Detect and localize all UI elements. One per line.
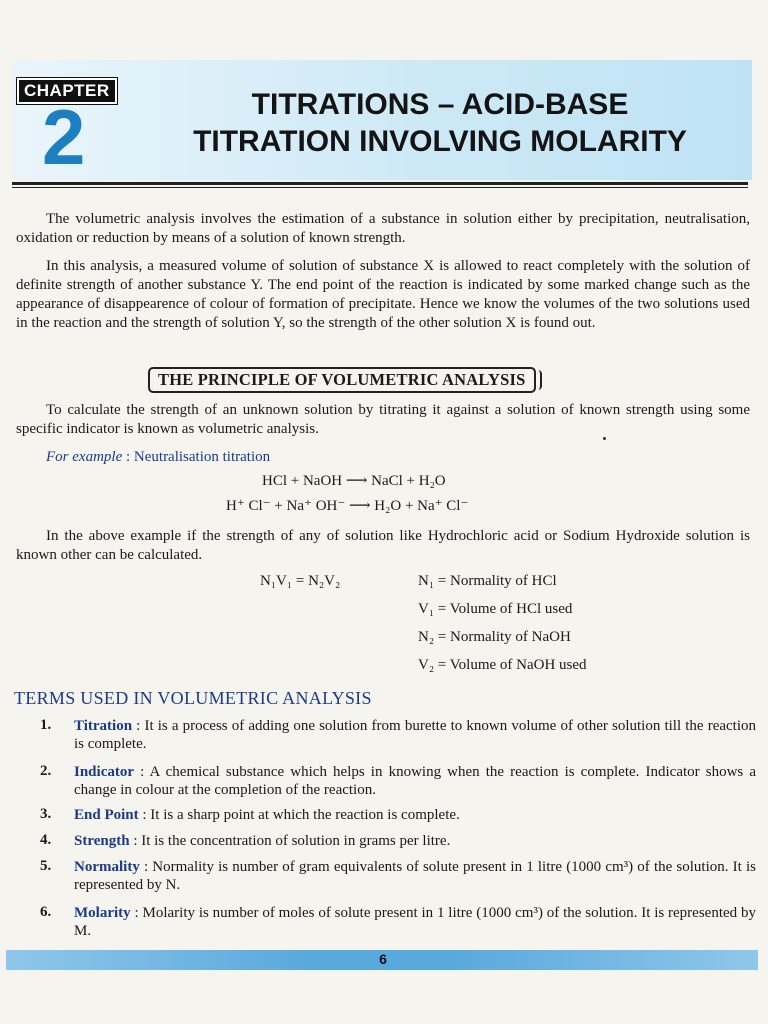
intro-paragraph-1: The volumetric analysis involves the estimation of a substance in solution either by precipitation, neutralisation, oxidation or reduction by means of a solution of known strength.: [16, 211, 750, 246]
principle-heading: THE PRINCIPLE OF VOLUMETRIC ANALYSIS: [148, 367, 536, 393]
principle-paragraph: To calculate the strength of an unknown solution by titrating it against a solution of known strength using some specific indicator is known as volumetric analysis.: [16, 402, 750, 437]
intro-paragraph-2: In this analysis, a measured volume of solution of substance X is allowed to react completely with the solution of definite strength of another substance Y. The end point of the reaction is indicated by some marked change such as the appearance of disappearence of colour of formation of precipitate. Hence we know the volumes of the two solutions used in the reaction and the strength of solution Y, so the strength of the other solution X is found out.: [16, 258, 750, 331]
term-name: Strength: [74, 833, 130, 849]
definition-v1: V₁ = Volume of HCl used: [418, 601, 573, 617]
term-item: [74, 904, 756, 940]
term-item: [74, 832, 756, 850]
header-rule-thin: [12, 187, 748, 188]
equation-2: H⁺ Cl⁻ + Na⁺ OH⁻ ⟶ H₂O + Na⁺ Cl⁻: [226, 498, 469, 514]
example-text: Neutralisation titration: [133, 449, 271, 465]
term-item: [74, 717, 756, 753]
chapter-label: CHAPTER: [17, 78, 117, 104]
term-number: 1.: [40, 717, 52, 733]
stray-dot: [603, 437, 606, 440]
chapter-title-line2: TITRATION INVOLVING MOLARITY: [193, 125, 687, 158]
after-example-paragraph: In the above example if the strength of any of solution like Hydrochloric acid or Sodium Hydroxide solution is known other can be calculated.: [16, 528, 750, 563]
term-name: Molarity: [74, 905, 131, 921]
equation-1: HCl + NaOH ⟶ NaCl + H₂O: [262, 473, 446, 489]
term-name: Indicator: [74, 764, 134, 780]
term-item: [74, 806, 756, 824]
definition-n1: N₁ = Normality of HCl: [418, 573, 557, 589]
term-item: [74, 763, 756, 799]
terms-heading: TERMS USED IN VOLUMETRIC ANALYSIS: [14, 688, 372, 708]
definition-n2: N₂ = Normality of NaOH: [418, 629, 571, 645]
term-text: : Normality is number of gram equivalents of solute present in 1 litre (1000 cm³) of the solution. It is represented by N.: [74, 859, 756, 893]
term-text: : It is a sharp point at which the reaction is complete.: [138, 807, 460, 823]
term-name: End Point: [74, 807, 139, 823]
term-number: 5.: [40, 858, 52, 874]
example-separator: :: [122, 449, 134, 465]
term-name: Normality: [74, 859, 140, 875]
term-name: Titration: [74, 718, 133, 734]
term-number: 6.: [40, 904, 52, 920]
formula: N₁V₁ = N₂V₂: [260, 573, 341, 589]
term-text: : A chemical substance which helps in knowing when the reaction is complete. Indicator shows a change in colour at the completion of the reaction.: [74, 764, 756, 798]
example-line: [46, 449, 270, 466]
chapter-number: 2: [42, 93, 86, 181]
page-number: 6: [379, 951, 387, 967]
definition-v2: V₂ = Volume of NaOH used: [418, 657, 587, 673]
chapter-title: [140, 86, 740, 160]
term-text: : Molarity is number of moles of solute present in 1 litre (1000 cm³) of the solution. It is represented by M.: [74, 905, 756, 939]
chapter-title-line1: TITRATIONS – ACID-BASE: [251, 88, 629, 121]
term-text: : It is a process of adding one solution from burette to known volume of other solution till the reaction is complete.: [74, 718, 756, 752]
term-item: [74, 858, 756, 894]
term-text: : It is the concentration of solution in grams per litre.: [129, 833, 451, 849]
term-number: 2.: [40, 763, 52, 779]
term-number: 3.: [40, 806, 52, 822]
header-rule-thick: [12, 182, 748, 185]
term-number: 4.: [40, 832, 52, 848]
example-label: For example: [46, 449, 123, 465]
